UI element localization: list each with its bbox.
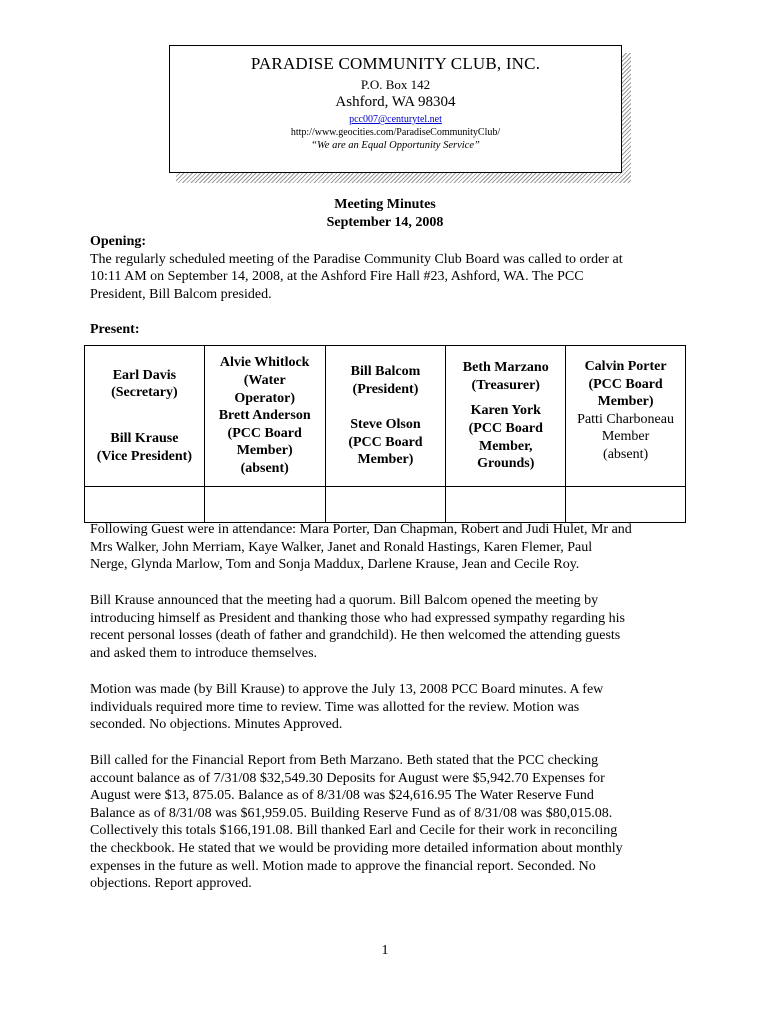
paragraph-line: Mrs Walker, John Merriam, Kaye Walker, Janet and Ronald Hastings, Karen Flemer, Paul <box>90 539 593 555</box>
paragraph-line: Collectively this totals $166,191.08. Bill thanked Earl and Cecile for their work in reconciling <box>90 823 618 839</box>
opening-line: The regularly scheduled meeting of the Paradise Community Club Board was called to order at <box>90 251 623 267</box>
meeting-date: September 14, 2008 <box>326 215 444 230</box>
attendee-name: Karen York <box>470 403 541 419</box>
attendee-name: Earl Davis <box>112 367 177 383</box>
paragraph-line: account balance as of 7/31/08 $32,549.30 Deposits for August were $5,942.70 Expenses for <box>90 770 605 786</box>
attendee-name: Brett Anderson <box>218 408 311 424</box>
empty-cell <box>325 487 446 523</box>
club-city: Ashford, WA 98304 <box>335 94 456 110</box>
attendee-role: (President) <box>352 381 419 397</box>
page-number: 1 <box>381 943 389 958</box>
attendee-role: (PCC Board <box>468 421 543 436</box>
attendee-role: (Vice President) <box>96 448 193 464</box>
po-box: P.O. Box 142 <box>360 77 431 92</box>
guests-paragraph <box>90 521 690 574</box>
paragraph-line: Motion was made (by Bill Krause) to approve the July 13, 2008 PCC Board minutes. A few <box>90 682 604 697</box>
opening-heading: Opening: <box>90 234 147 249</box>
attendee-name: Steve Olson <box>350 417 421 433</box>
empty-cell <box>446 487 566 523</box>
website-url[interactable]: http://www.geocities.com/ParadiseCommunityClub/ <box>290 127 501 138</box>
attendee-role: (Water <box>243 373 286 389</box>
attendee-cell <box>446 346 566 487</box>
attendee-status: (absent) <box>240 460 289 476</box>
attendee-name: Calvin Porter <box>584 359 667 374</box>
attendee-role: Member) <box>236 443 293 459</box>
club-name: PARADISE COMMUNITY CLUB, INC. <box>250 54 541 73</box>
empty-cell <box>85 487 205 523</box>
minutes-motion-paragraph <box>90 681 690 734</box>
attendee-name: Alvie Whitlock <box>219 355 310 371</box>
paragraph-line: and asked them to introduce themselves. <box>90 645 318 661</box>
attendee-name: Bill Balcom <box>350 364 421 380</box>
empty-cell <box>204 487 325 523</box>
opening-line: President, Bill Balcom presided. <box>90 286 272 302</box>
email-link[interactable]: pcc007@centurytel.net <box>349 114 442 125</box>
attendee-role: (Treasurer) <box>471 377 540 393</box>
paragraph-line: introducing himself as President and thanking those who had expressed sympathy regarding his <box>90 610 626 626</box>
attendee-name: Bill Krause <box>110 431 179 446</box>
paragraph-line: objections. Report approved. <box>90 876 252 892</box>
club-motto: “We are an Equal Opportunity Service” <box>311 140 480 151</box>
present-heading: Present: <box>90 322 140 337</box>
paragraph-line: Following Guest were in attendance: Mara Porter, Dan Chapman, Robert and Judi Hulet, Mr and <box>90 522 632 537</box>
meeting-title: Meeting Minutes <box>334 197 436 212</box>
quorum-paragraph <box>90 592 690 662</box>
attendee-role: Member, <box>478 438 533 454</box>
attendee-cell <box>566 346 686 487</box>
opening-section <box>90 233 690 303</box>
attendee-cell <box>204 346 325 487</box>
attendee-cell <box>325 346 446 487</box>
paragraph-line: recent personal losses (death of father and grandchild). He then welcomed the attending guests <box>90 628 621 644</box>
attendee-cell <box>85 346 205 487</box>
attendee-role: Grounds) <box>477 456 535 472</box>
paragraph-line: Bill Krause announced that the meeting had a quorum. Bill Balcom opened the meeting by <box>90 593 599 608</box>
attendee-role: (PCC Board <box>227 425 302 441</box>
attendee-role: Operator) <box>234 390 295 406</box>
attendee-status: (absent) <box>603 446 649 462</box>
empty-cell <box>566 487 686 523</box>
attendee-role: Member) <box>597 394 654 410</box>
meeting-heading <box>0 196 770 232</box>
paragraph-line: Nerge, Glynda Marlow, Tom and Sonja Maddux, Darlene Krause, Jean and Cecile Roy. <box>90 557 580 573</box>
attendee-role: (PCC Board <box>588 376 663 392</box>
attendee-role: Member) <box>357 452 414 468</box>
opening-line: 10:11 AM on September 14, 2008, at the Ashford Fire Hall #23, Ashford, WA. The PCC <box>90 269 584 285</box>
paragraph-line: expenses in the future as well. Motion made to approve the financial report. Seconded. No <box>90 858 596 874</box>
attendee-role: Member <box>601 429 650 445</box>
letterhead-box <box>169 45 622 173</box>
attendee-name: Beth Marzano <box>462 360 549 376</box>
paragraph-line: Balance as of 8/31/08 was $61,959.05. Building Reserve Fund as of 8/31/08 was $80,015.08. <box>90 805 613 821</box>
attendee-role: (Secretary) <box>111 385 178 401</box>
paragraph-line: Bill called for the Financial Report from Beth Marzano. Beth stated that the PCC checking <box>90 753 599 768</box>
attendee-role: (PCC Board <box>348 434 423 450</box>
paragraph-line: individuals required more time to review. Time was allotted for the review. Motion was <box>90 699 580 715</box>
paragraph-line: seconded. No objections. Minutes Approved. <box>90 717 343 733</box>
paragraph-line: August were $13, 875.05. Balance as of 8/31/08 was $24,616.95 The Water Reserve Fund <box>90 788 594 804</box>
financial-report-paragraph <box>90 752 690 893</box>
attendee-name: Patti Charboneau <box>577 411 674 427</box>
paragraph-line: the checkbook. He stated that we would be providing more detailed information about monthly <box>90 840 623 856</box>
attendance-table <box>84 345 686 523</box>
